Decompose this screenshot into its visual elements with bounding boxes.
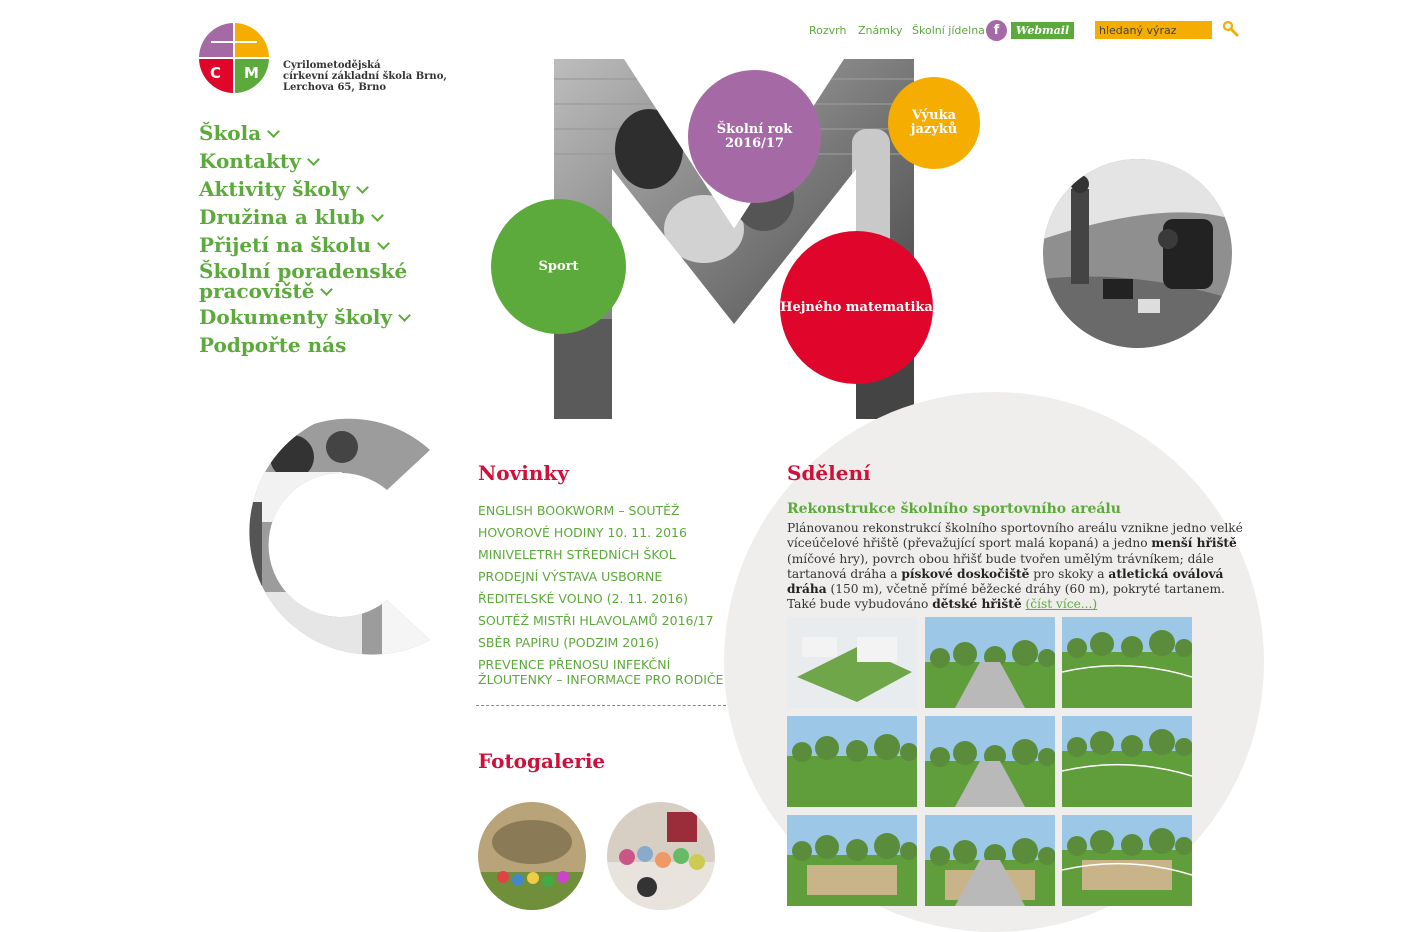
chevron-down-icon <box>307 153 320 166</box>
facebook-icon[interactable]: f <box>986 20 1007 41</box>
sports-area-thumbnail-5[interactable] <box>925 716 1055 807</box>
languages-circle[interactable]: Výuka jazyků <box>888 77 980 169</box>
menu-item-dokumenty[interactable]: Dokumenty školy <box>199 305 439 329</box>
gallery-photo-1[interactable] <box>478 802 586 910</box>
news-list <box>478 503 728 694</box>
chevron-down-icon <box>356 181 369 194</box>
menu-item-kontakty[interactable]: Kontakty <box>199 149 439 173</box>
sport-circle[interactable]: Sport <box>491 199 626 334</box>
news-item[interactable]: PRODEJNÍ VÝSTAVA USBORNE <box>478 569 663 584</box>
nav-skolni-jidelna-link[interactable]: Školní jídelna <box>912 24 985 37</box>
chevron-down-icon <box>377 237 390 250</box>
outdoor-activity-photo <box>1043 159 1232 348</box>
menu-item-podporte[interactable]: Podpořte nás <box>199 333 347 357</box>
c-letter-photo <box>182 412 447 677</box>
sports-area-thumbnail-7[interactable] <box>787 815 917 906</box>
main-menu <box>199 121 439 361</box>
chevron-down-icon <box>321 283 334 296</box>
menu-item-druzina[interactable]: Družina a klub <box>199 205 439 229</box>
hejny-math-circle[interactable]: Hejného matematika <box>780 231 933 384</box>
news-item[interactable]: ENGLISH BOOKWORM – SOUTĚŽ <box>478 503 680 518</box>
article-text: Plánovanou rekonstrukcí školního sportovního areálu vznikne jedno velké víceúčelové hřiště (převažující sport malá kopaná) a jedno menší hřiště (míčové hry), povrch obou hřišť bude tvořen umělým trávníkem; dále tartanová dráha a pískové doskočiště pro skoky a atletická oválová dráha (150 m), včetně přímé běžecké dráhy (60 m), pokryté tartanem. Také bude vybudováno dětské hřiště (číst více...) <box>787 521 1243 612</box>
sports-area-thumbnail-8[interactable] <box>925 815 1055 906</box>
news-divider <box>476 705 726 706</box>
logo-letter-m: M <box>244 64 259 82</box>
school-year-circle[interactable]: Školní rok 2016/17 <box>688 70 821 203</box>
announcements-heading: Sdělení <box>787 461 871 485</box>
sports-area-thumbnail-3[interactable] <box>1062 617 1192 708</box>
menu-item-aktivity[interactable]: Aktivity školy <box>199 177 439 201</box>
read-more-link[interactable]: (číst více...) <box>1025 597 1098 612</box>
news-item[interactable]: HOVOROVÉ HODINY 10. 11. 2016 <box>478 525 687 540</box>
menu-item-prijeti[interactable]: Přijetí na školu <box>199 233 439 257</box>
sports-area-thumbnail-2[interactable] <box>925 617 1055 708</box>
menu-item-skola[interactable]: Škola <box>199 121 439 145</box>
news-item[interactable]: MINIVELETRH STŘEDNÍCH ŠKOL <box>478 547 676 562</box>
sports-area-thumbnail-4[interactable] <box>787 716 917 807</box>
gallery-photo-2[interactable] <box>607 802 715 910</box>
nav-rozvrh-link[interactable]: Rozvrh <box>809 24 847 37</box>
news-item[interactable]: PREVENCE PŘENOSU INFEKČNÍ ŽLOUTENKY – INFORMACE PRO RODIČE <box>478 657 724 687</box>
news-item[interactable]: SOUTĚŽ MISTŘI HLAVOLAMŮ 2016/17 <box>478 613 714 628</box>
logo-letter-c: C <box>210 64 222 82</box>
chevron-down-icon <box>398 309 411 322</box>
nav-znamky-link[interactable]: Známky <box>858 24 903 37</box>
webmail-button[interactable]: Webmail <box>1011 22 1074 39</box>
search-icon[interactable] <box>1222 20 1240 38</box>
school-logo[interactable] <box>199 23 269 93</box>
sports-area-thumbnail-6[interactable] <box>1062 716 1192 807</box>
gallery-heading: Fotogalerie <box>478 749 606 773</box>
chevron-down-icon <box>267 125 280 138</box>
news-item[interactable]: SBĚR PAPÍRU (PODZIM 2016) <box>478 635 659 650</box>
search-input[interactable] <box>1095 21 1212 39</box>
news-item[interactable]: ŘEDITELSKÉ VOLNO (2. 11. 2016) <box>478 591 689 606</box>
school-name: Cyrilometodějská církevní základní škola Brno, Lerchova 65, Brno <box>283 60 447 93</box>
chevron-down-icon <box>371 209 384 222</box>
news-heading: Novinky <box>478 461 569 485</box>
menu-item-poradenske[interactable]: Školní poradenské pracoviště <box>199 259 408 303</box>
sports-area-thumbnail-9[interactable] <box>1062 815 1192 906</box>
sports-area-thumbnail-1[interactable] <box>787 617 917 708</box>
article-title[interactable]: Rekonstrukce školního sportovního areálu <box>787 501 1121 517</box>
